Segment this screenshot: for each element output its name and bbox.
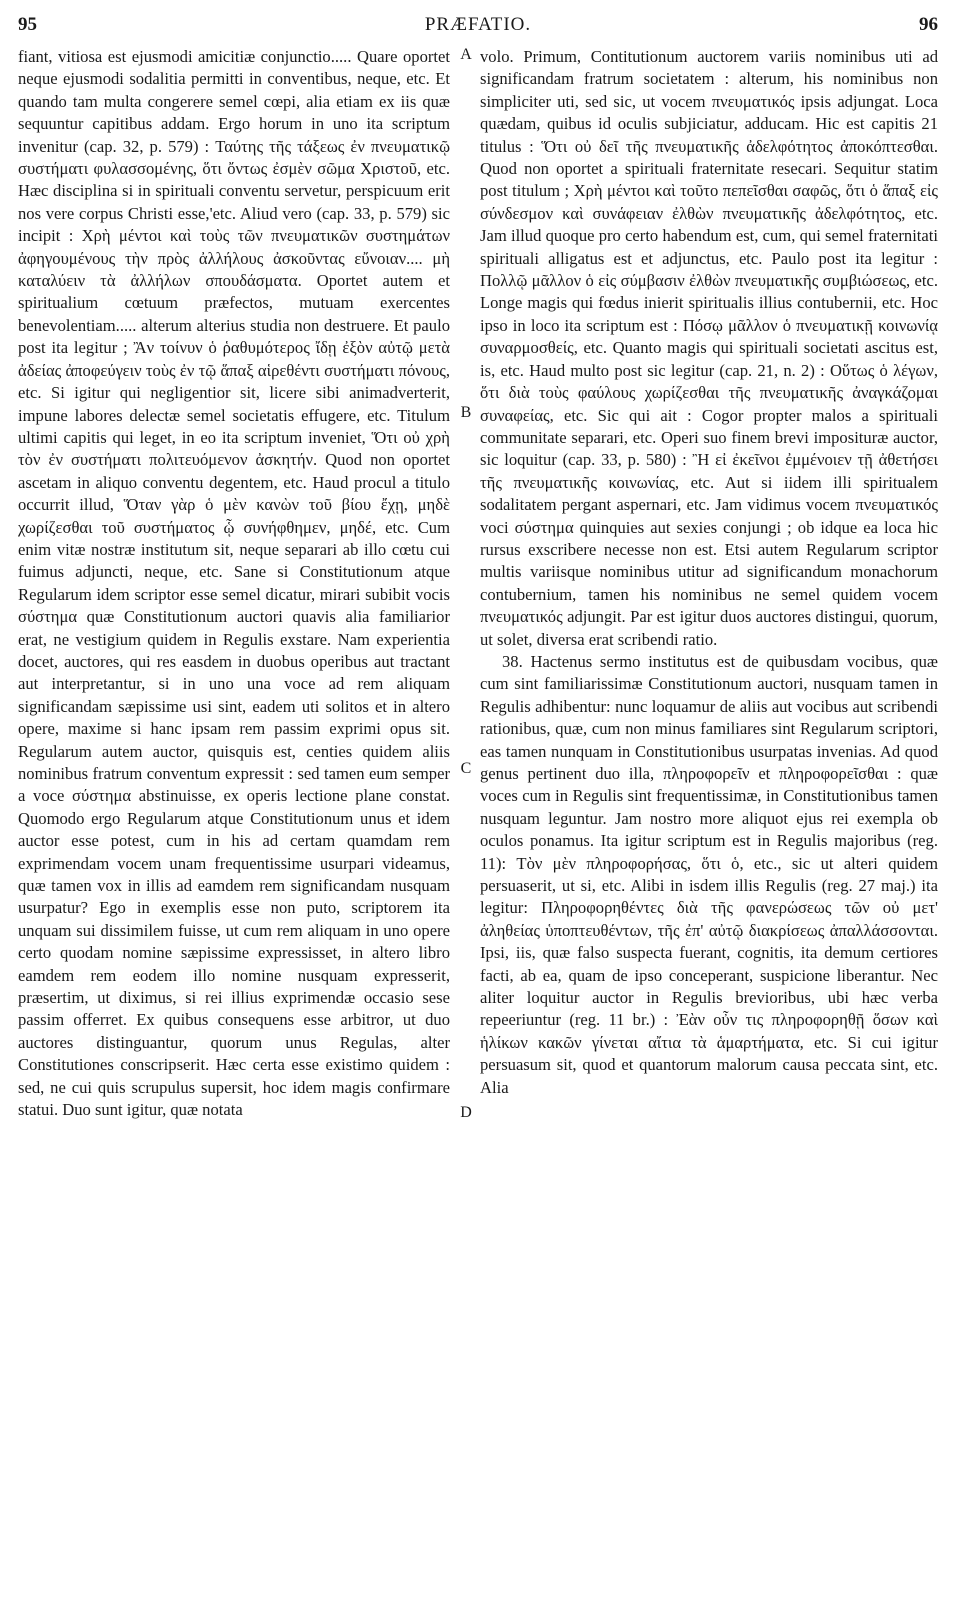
running-title: PRÆFATIO. <box>424 14 532 35</box>
margin-letter-a: A <box>460 46 472 63</box>
paragraph: volo. Primum, Contitutionum auctorem variis nominibus uti ad significandam fratrum societatem : alterum, his nominibus non simpliciter uti, sed sic, ut vocem πνευματικός ipsis adjungat. Loca quædam, quibus id oculis subjiciatur, adducam. Hic est capitis 21 titulus : Ὅτι οὐ δεῖ τῆς πνευματικῆς ἀδελφότητος ἀποκόπτεσθαι. Quod non oportet a spirituali fraternitate resecari. Sequitur statim post titulum ; Χρὴ μέντοι καὶ τοῦτο πεπεῖσθαι σαφῶς, ὅτι ὁ ἅπαξ εἰς σύνδεσμον καὶ συνάφειαν ἐλθὼν πνευματικῆς ἀδελφότητος, etc. Jam illud quoque pro certo habendum est, cum, qui semel fraternitati spirituali alligatus est et adjunctus, etc. Paulo post ita legitur : Πολλῷ μᾶλλον ὁ εἰς σύμβασιν ἐλθὼν πνευματικῆς συμβιώσεως, etc. Longe magis qui fœdus inierit spiritualis illius contubernii, etc. Hoc ipso in loco ita scriptum est : Πόσῳ μᾶλλον ὁ πνευματικῇ κοινωνίᾳ συναρμοσθείς, etc. Quanto magis qui spirituali societati ascitus est, is, etc. Haud multo post sic legitur (cap. 21, n. 2) : Οὕτως ὁ λέγων, ὅτι διὰ τοὺς φαύλους χωρίζεσθαι τῆς πνευματικῆς ἀναγκάζομαι συναφείας, etc. Sic qui ait : Cogor propter malos a spirituali communitate separari, etc. Operi suo finem brevi imposituræ auctor, sic loquitur (cap. 33, p. 580) : Ἢ εἰ ἐκεῖνοι ἐμμένοιεν τῇ ἀθετήσει τῆς πνευματικῆς κοινωνίας, etc. Aut si iidem illi spiritualem sodalitatem pergant aspernari, etc. Jam vidimus vocem πνευματικός voci σύστημα quinquies aut sexies conjungi ; ob idque ea loca hic rursus exscribere necesse non est. Etsi autem Regularum scriptor multis variisque nominibus utitur ad significandum monachorum contubernium, tamen his nominibus ne semel quidem vocem πνευματικός adjungit. Par est igitur duos auctores distingui, quorum, ut solet, diversa erat scribendi ratio. <box>480 47 938 649</box>
margin-letter-c: C <box>460 760 472 777</box>
left-column <box>18 46 450 1578</box>
paragraph: fiant, vitiosa est ejusmodi amicitiæ conjunctio..... Quare oportet neque ejusmodi sodalitia permitti in conventibus, neque, etc. Et quando tam multa congerere semel cœpi, alia etiam ex iis quæ sequuntur capitibus addam. Ergo horum in uno ita scriptum invenitur (cap. 32, p. 579) : Ταύτης τῆς τάξεως ἐν πνευματικῷ συστήματι φυλασσομένης, ὅτι ὄντως ἐσμὲν σῶμα Χριστοῦ, etc. Hæc disciplina si in spirituali conventu servetur, perspicuum erit nos vere corpus Christi esse,'etc. Aliud vero (cap. 33, p. 579) sic incipit : Χρὴ μέντοι καὶ τοὺς τῶν πνευματικῶν συστημάτων ἀφηγουμένους τὴν πρὸς ἀλλήλους ἀσκοῦντας εὔνοιαν.... μὴ καταλύειν τὰ ἀλλήλων σπουδάσματα. Oportet autem et spiritualium cœtuum præfectos, mutuam exercentes benevolentiam..... alterum alterius studia non destruere. Et paulo post ita legitur ; Ἂν τοίνυν ὁ ῥαθυμότερος ἴδῃ ἐξὸν αὐτῷ μετὰ ἀδείας ἀποφεύγειν τοὺς ἐν τῷ ἅπαξ αἱρεθέντι συστήματι πόνους, etc. Si igitur qui negligentior sit, licere sibi animadverterit, impune labores delectæ semel societatis effugere, etc. Titulum ultimi capitis qui leget, in eo ita scriptum inveniet, Ὅτι οὐ χρὴ τὸν ἐν συστήματι πολιτευόμενον ἀσκητήν. Quod non oportet ascetam in aliquo conventu degentem, etc. Haud procul a titulo occurrit illud, Ὅταν γὰρ ὁ μὲν κανὼν τοῦ βίου ἔχῃ, μηδὲ χωρίζεσθαι τοῦ συστήματος ᾧ συνήφθημεν, μηδέ, etc. Cum enim vitæ nostræ institutum sit, neque separari ab illo cœtu cui fuimus adjuncti, neque, etc. Sane si Constitutionum atque Regularum idem scriptor esse semel dicatur, mirari subibit vocis σύστημα quæ Constitutionum auctori quavis alia familiarior erat, ne vestigium quidem in Regulis exstare. Nam experientia docet, auctores, qui res easdem in duobus operibus aut tractant aut interpretantur, si in uno una voce ad rem aliquam significandam sæpissime usi sint, eadem uti solitos et in altero opere, maxime si hanc ipsam rem passim exprimi opus sit. Regularum autem auctor, quisquis est, centies quidem aliis nominibus fratrum conventum expressit : sed tamen eum semper a voce σύστημα abstinuisse, ex operis lectione plane constat. Quomodo ergo Regularum atque Constitutionum unus et idem auctor esse potest, cum in his ad certam quamdam rem exprimendam vocem unam frequentissime usurpari videamus, quæ tamen vox in illis ad eamdem rem significandam nusquam usurpatur? Ego in exemplis esse non puto, scriptorem ita unquam sui dissimilem fuisse, ut cum rem aliquam in uno opere certo quodam nomine sæpissime expressisset, in altero libro eamdem rem eodem illo nomine nusquam expresserit, præsertim, ut diximus, si rei illius exprimendæ occasio sese passim offerret. Ex quibus consequens esse arbitror, ut duo auctores distinguantur, quorum unus Regulas, alter Constitutiones conscripserit. Hæc certa esse existimo quidem : sed, ne cui quis scrupulus supersit, hoc idem magis confirmare statui. Duo sunt igitur, quæ notata <box>18 47 450 1120</box>
margin-letter-b: B <box>460 404 472 421</box>
right-column <box>480 46 938 1578</box>
paragraph: 38. Hactenus sermo institutus est de quibusdam vocibus, quæ cum sint familiarissimæ Constitutionum auctori, nusquam tamen in Regulis adhibentur: nunc loquamur de aliis aut vocibus aut scribendi rationibus, quæ, cum non minus familiares sint Regularum scriptori, eas tamen nunquam in Constitutionibus usurpatas invenias. Ad quod genus pertinent duo illa, πληροφορεῖν et πληροφορεῖσθαι : quæ voces cum in Regulis sint frequentissimæ, in Constitutionibus tamen nusquam leguntur. Jam nostro more aliquot ejus rei exempla ob oculos ponamus. Ita igitur scriptum est in Regulis majoribus (reg. 11): Τὸν μὲν πληροφορήσας, ὅτι ὁ, etc., sic ut alteri quidem persuaserit, ut si, etc. Alibi in isdem illis Regulis (reg. 27 maj.) ita legitur: Πληροφορηθέντες διὰ τῆς φανερώσεως τῶν οὐ μετ' ἀληθείας ὑποπτευθέντων, τῆς ἐπ' αὐτῷ διακρίσεως ἀπαλλάσσονται. Ipsi, iis, quæ falso suspecta fuerant, cognitis, ita demum certiores facti, ab ea, quam de ipso conceperant, suspicione liberantur. Nec aliter loquitur auctor in Regulis brevioribus, ubi hæc verba repeeriuntur (reg. 11 br.) : Ἐὰν οὖν τις πληροφορηθῇ ὅσων καὶ ἡλίκων κακῶν γίνεται αἴτια τὰ ἁμαρτήματα, etc. Si cui igitur persuasum sit, quod et quantorum malorum causa peccata sint, etc. Alia <box>480 651 938 1097</box>
page-number-right: 96 <box>919 14 938 35</box>
page-number-left: 95 <box>18 14 37 35</box>
page-header <box>18 14 938 40</box>
margin-letter-d: D <box>460 1104 472 1121</box>
